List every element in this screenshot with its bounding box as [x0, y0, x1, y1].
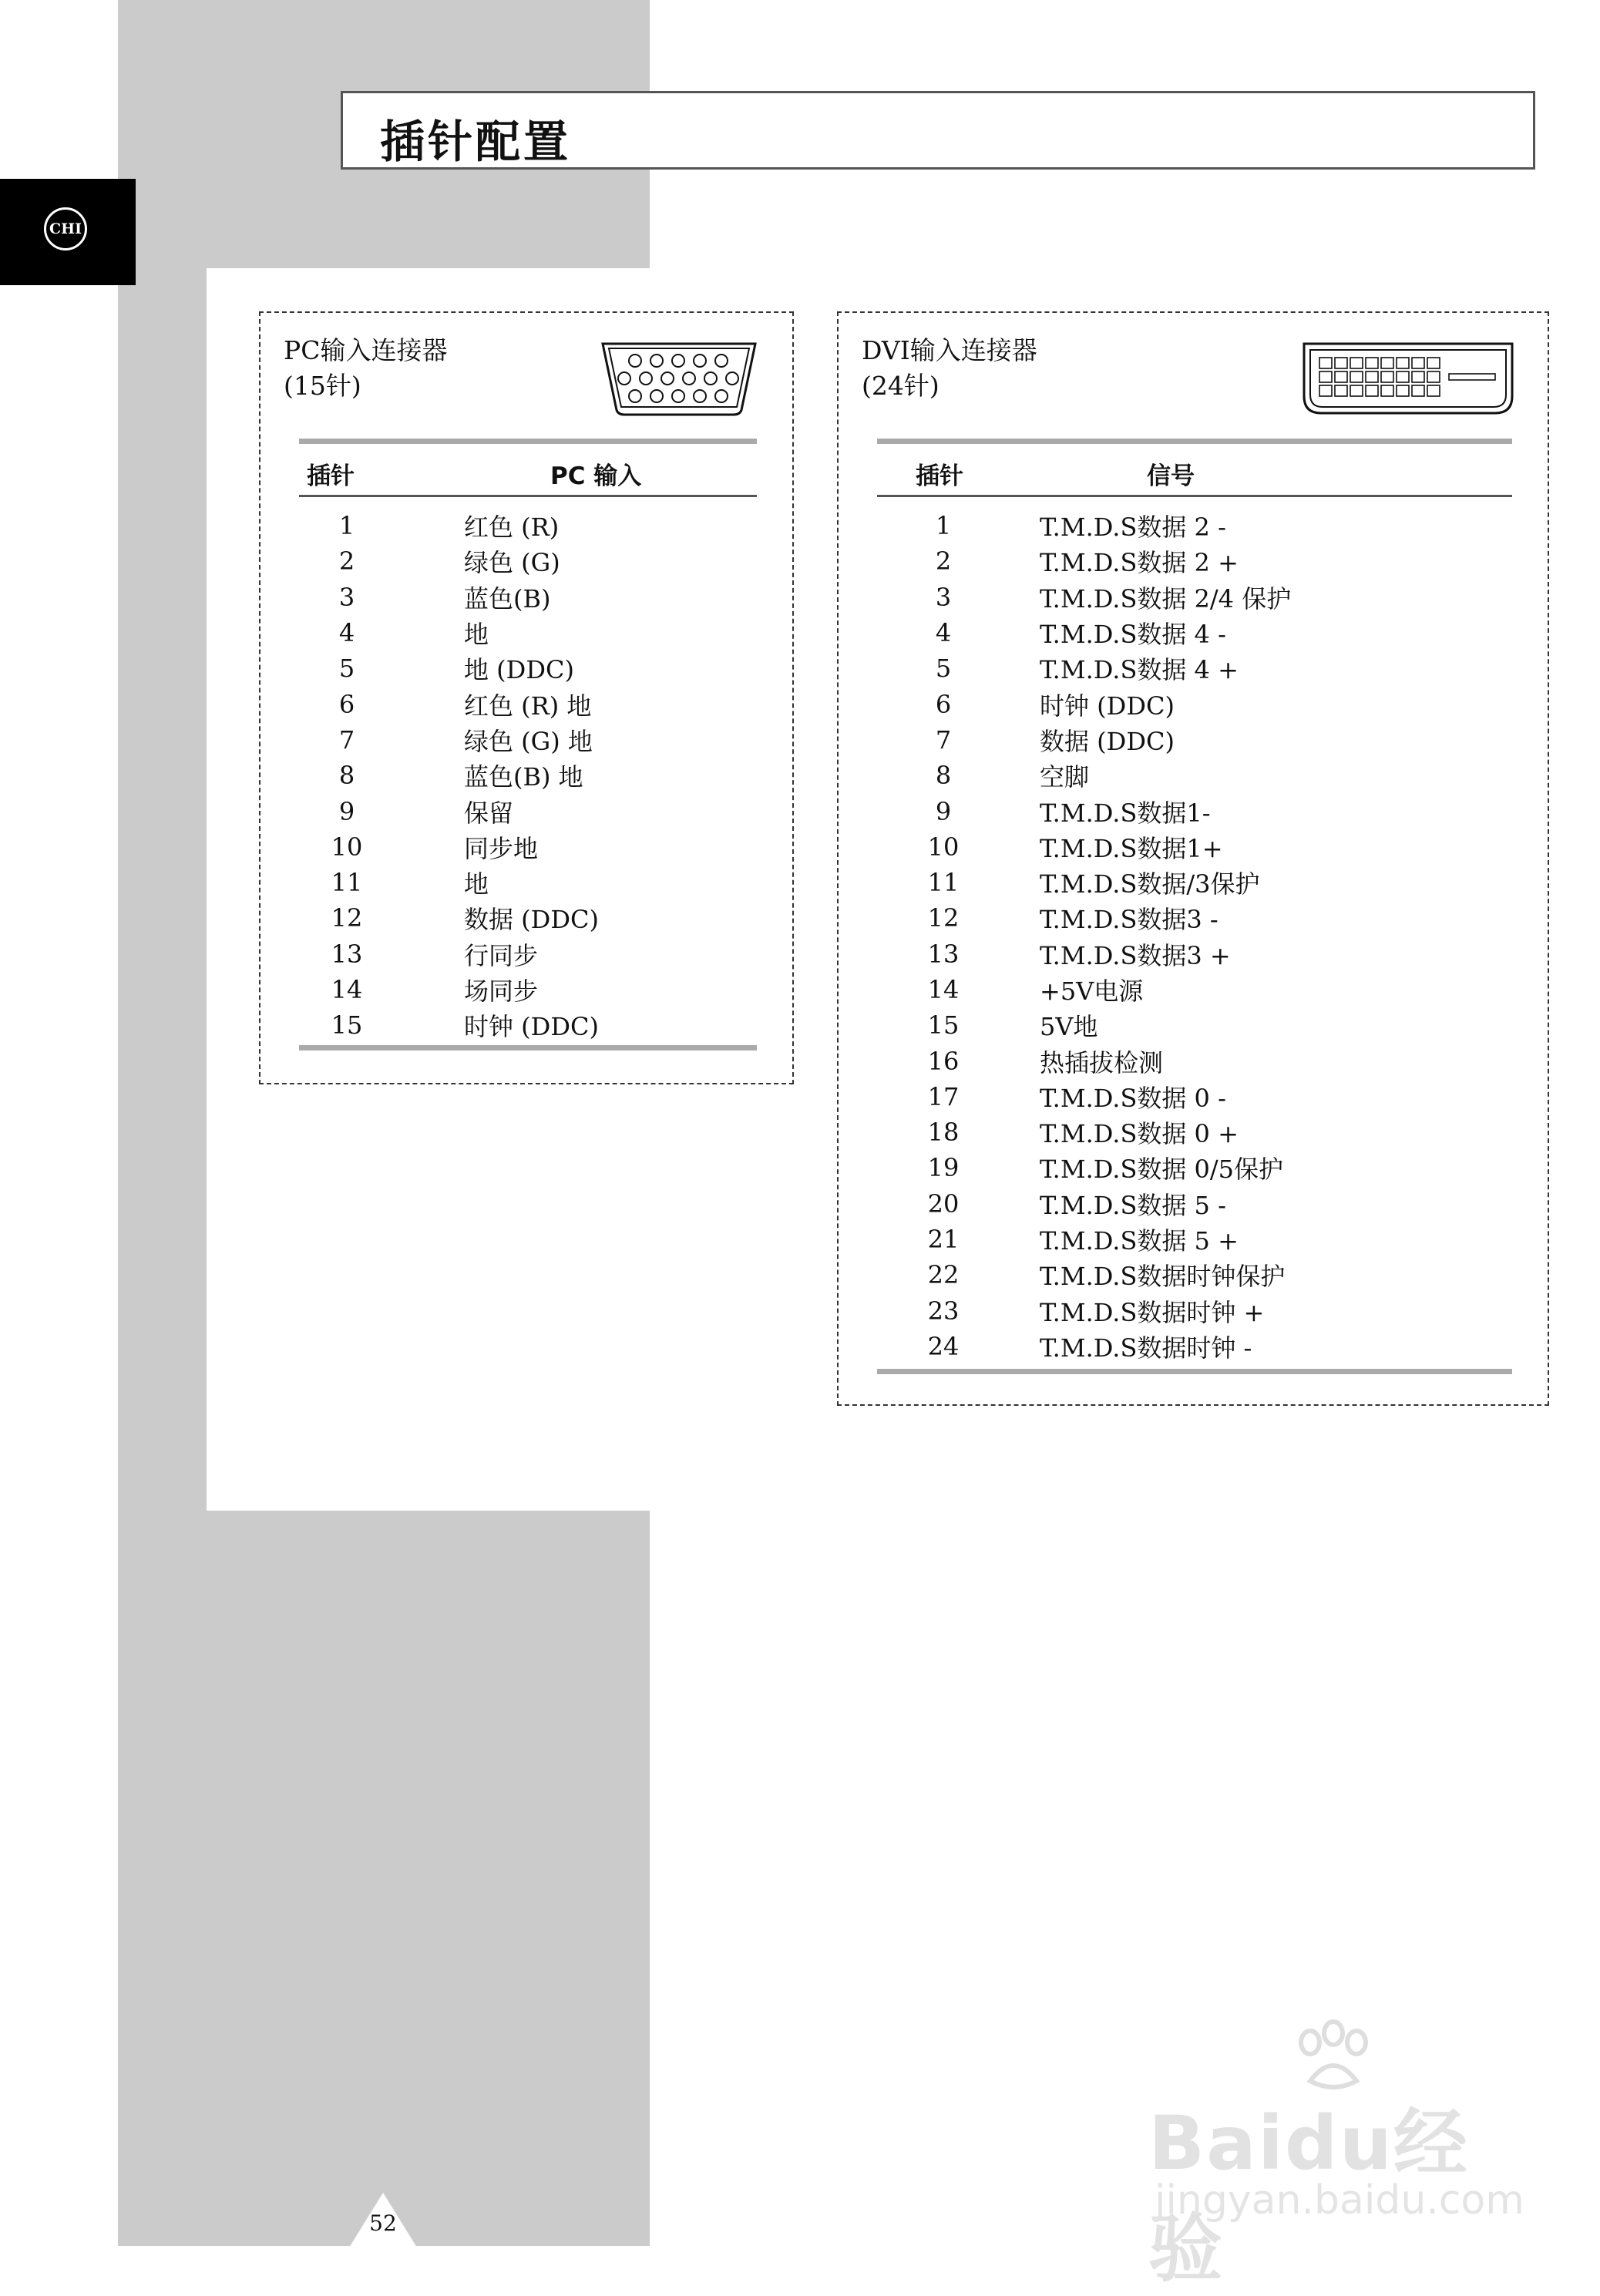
table-row: 2 绿色 (G) [338, 546, 560, 578]
watermark-brand: Baidu经验 [1148, 2100, 1469, 2292]
table-row: 12 数据 (DDC) [331, 903, 599, 935]
dvi-connector-box [837, 311, 1549, 1406]
table-row: 4 地 [338, 618, 489, 650]
dvi-table-bottom-rule [877, 1369, 1512, 1374]
table-row: 5 地 (DDC) [338, 654, 574, 685]
title-box [341, 91, 1535, 170]
table-row: 8 蓝色(B) 地 [338, 761, 583, 792]
table-row: 15 5V地 [927, 1010, 1098, 1042]
dvi-table-top-rule [877, 439, 1512, 444]
table-row: 11 地 [331, 868, 489, 899]
table-row: 5 T.M.D.S数据 4 + [935, 654, 1239, 685]
pc-header-signal: PC 输入 [550, 462, 642, 490]
pc-table-top-rule [299, 439, 757, 444]
table-row: 12 T.M.D.S数据3 - [927, 903, 1218, 935]
pc-header-pin: 插针 [307, 462, 355, 490]
pc-connector-title [284, 333, 447, 404]
table-row: 13 T.M.D.S数据3 + [927, 939, 1231, 970]
table-row: 9 保留 [338, 796, 514, 828]
table-row: 9 T.M.D.S数据1- [935, 796, 1211, 828]
watermark-url: jingyan.baidu.com [1155, 2177, 1524, 2224]
page-number: 52 [369, 2210, 397, 2236]
table-row: 10 T.M.D.S数据1+ [927, 832, 1223, 863]
dvi-title-line1: DVI输入连接器 [862, 335, 1037, 365]
dvi-connector-title [862, 333, 1037, 404]
dvi-header-pin: 插针 [916, 462, 963, 490]
table-row: 18 T.M.D.S数据 0 + [927, 1118, 1239, 1149]
table-row: 11 T.M.D.S数据/3保护 [927, 868, 1260, 899]
table-row: 1 T.M.D.S数据 2 - [935, 511, 1226, 543]
dvi-connector-icon [1298, 336, 1518, 421]
dvi-title-line2: (24针) [862, 371, 939, 401]
vga-connector-icon [595, 334, 763, 419]
table-row: 6 时钟 (DDC) [935, 689, 1175, 721]
pc-connector-box [259, 311, 794, 1084]
language-badge: CHI [44, 207, 87, 250]
table-row: 20 T.M.D.S数据 5 - [927, 1188, 1226, 1220]
table-row: 21 T.M.D.S数据 5 + [927, 1225, 1239, 1256]
table-row: 6 红色 (R) 地 [338, 689, 592, 721]
dvi-header-rule [877, 495, 1512, 497]
table-row: 22 T.M.D.S数据时钟保护 [927, 1260, 1286, 1292]
table-row: 1 红色 (R) [338, 511, 560, 543]
table-row: 3 蓝色(B) [338, 582, 551, 613]
pc-title-line2: (15针) [284, 371, 361, 401]
dvi-header-signal: 信号 [1147, 462, 1195, 490]
baidu-watermark [1141, 2019, 1541, 2292]
table-row: 16 热插拔检测 [927, 1046, 1164, 1077]
table-row: 7 绿色 (G) 地 [338, 724, 593, 756]
page-title: 插针配置 [380, 116, 572, 168]
table-row: 23 T.M.D.S数据时钟 + [927, 1296, 1265, 1327]
dvi-pin-table [877, 508, 1291, 1364]
table-row: 14 +5V电源 [927, 975, 1144, 1006]
table-row: 17 T.M.D.S数据 0 - [927, 1081, 1226, 1113]
table-row: 8 空脚 [935, 761, 1090, 792]
table-row: 2 T.M.D.S数据 2 + [935, 546, 1239, 578]
pc-pin-table [299, 508, 599, 1043]
table-row: 24 T.M.D.S数据时钟 - [927, 1331, 1252, 1363]
pc-header-rule [299, 495, 757, 497]
pc-title-line1: PC输入连接器 [284, 335, 448, 365]
table-row: 3 T.M.D.S数据 2/4 保护 [935, 582, 1292, 613]
table-row: 7 数据 (DDC) [935, 724, 1175, 756]
table-row: 14 场同步 [331, 975, 539, 1006]
table-row: 10 同步地 [331, 832, 539, 863]
table-row: 4 T.M.D.S数据 4 - [935, 618, 1226, 650]
pc-table-bottom-rule [299, 1045, 757, 1051]
table-row: 19 T.M.D.S数据 0/5保护 [927, 1153, 1284, 1185]
language-tab [0, 179, 136, 285]
table-row: 15 时钟 (DDC) [331, 1010, 599, 1042]
table-row: 13 行同步 [331, 939, 539, 970]
